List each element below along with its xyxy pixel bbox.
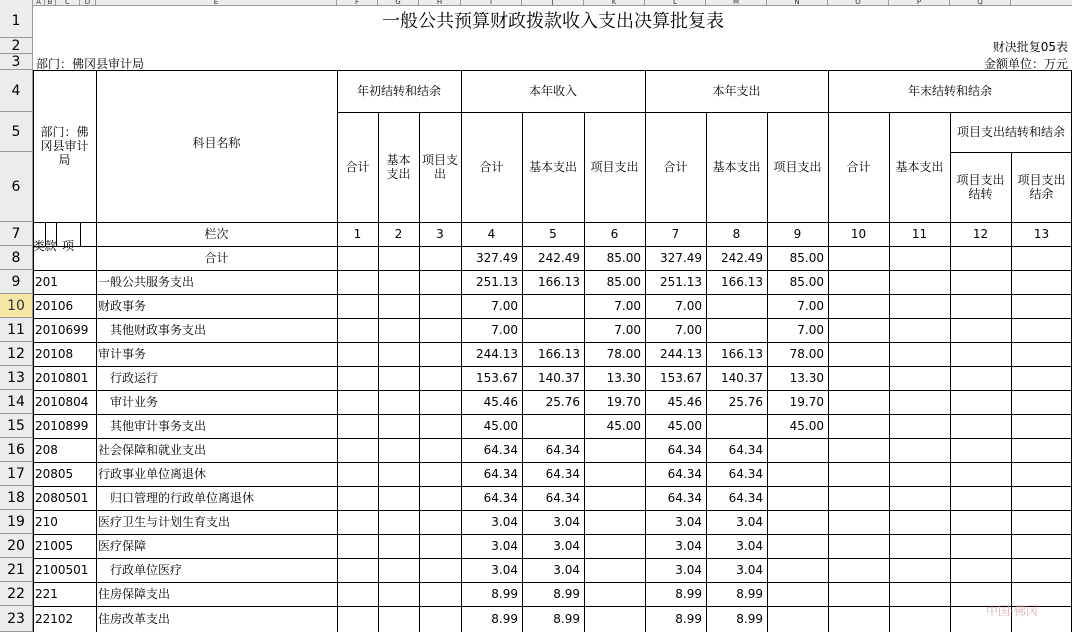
column-letter-7[interactable]: H <box>419 0 461 5</box>
row-name: 行政单位医疗 <box>110 563 183 577</box>
cell-value: 78.00 <box>789 347 824 361</box>
cell-value: 7.00 <box>797 323 824 337</box>
subject-name-header: 科目名称 <box>192 136 241 150</box>
row-code: 2100501 <box>35 563 89 577</box>
cell-value: 3.04 <box>491 539 518 553</box>
column-number-4: 4 <box>487 227 496 241</box>
cell-value: 13.30 <box>789 371 824 385</box>
row-name: 行政事业单位离退休 <box>98 467 207 481</box>
department-label: 部门：佛冈县审计局 <box>36 57 145 71</box>
row-number-2[interactable]: 2 <box>0 38 33 54</box>
cell-value: 244.13 <box>476 347 518 361</box>
cell-value: 64.34 <box>667 491 702 505</box>
cell-value: 7.00 <box>614 299 641 313</box>
column-number-13: 13 <box>1033 227 1050 241</box>
row-number-5[interactable]: 5 <box>0 112 33 152</box>
row-code: 2080501 <box>35 491 89 505</box>
cell-value: 166.13 <box>721 275 763 289</box>
row-number-21[interactable]: 21 <box>0 558 33 582</box>
row-code: 201 <box>35 275 58 289</box>
subheader-9: 项目支出 <box>773 160 822 174</box>
column-letter-14[interactable]: O <box>828 0 889 5</box>
row-code: 2010899 <box>35 419 89 433</box>
row-name: 审计事务 <box>98 347 147 361</box>
row-name: 财政事务 <box>98 299 147 313</box>
unit-label: 金额单位：万元 <box>983 57 1068 71</box>
cell-value: 64.34 <box>545 467 580 481</box>
xiang-header: 项 <box>61 239 74 253</box>
column-number-3: 3 <box>436 227 444 241</box>
row-number-4[interactable]: 4 <box>0 70 33 112</box>
row-name: 合计 <box>204 251 229 265</box>
column-letter-12[interactable]: M <box>706 0 767 5</box>
row-code: 210 <box>35 515 58 529</box>
subheader-5: 基本支出 <box>528 160 577 174</box>
row-code: 2010699 <box>35 323 89 337</box>
row-code: 208 <box>35 443 58 457</box>
row-code: 20106 <box>35 299 74 313</box>
cell-value: 8.99 <box>675 587 702 601</box>
cell-value: 140.37 <box>538 371 580 385</box>
cell-value: 3.04 <box>736 563 763 577</box>
row-name: 审计业务 <box>110 395 159 409</box>
row-name: 住房保障支出 <box>98 587 171 601</box>
group-opening-header: 年初结转和结余 <box>356 84 441 98</box>
row-number-16[interactable]: 16 <box>0 438 33 462</box>
cell-value: 3.04 <box>675 515 702 529</box>
cell-value: 166.13 <box>721 347 763 361</box>
row-name: 社会保障和就业支出 <box>98 443 207 457</box>
row-code: 2010801 <box>35 371 89 385</box>
column-number-11: 11 <box>911 227 928 241</box>
row-number-8[interactable]: 8 <box>0 246 33 270</box>
group-closing-header: 年末结转和结余 <box>907 84 992 98</box>
cell-value: 7.00 <box>491 323 518 337</box>
column-number-10: 10 <box>850 227 867 241</box>
column-letter-8[interactable]: I <box>461 0 522 5</box>
row-number-12[interactable]: 12 <box>0 342 33 366</box>
row-code: 2010804 <box>35 395 89 409</box>
row-number-22[interactable]: 22 <box>0 582 33 606</box>
cell-value: 64.34 <box>483 443 518 457</box>
cell-value: 8.99 <box>553 587 580 601</box>
column-letter-5[interactable]: F <box>337 0 378 5</box>
group-income-header: 本年收入 <box>528 84 577 98</box>
row-name: 医疗保障 <box>98 539 147 553</box>
cell-value: 3.04 <box>736 539 763 553</box>
row-name: 医疗卫生与计划生育支出 <box>98 515 231 529</box>
cell-value: 64.34 <box>728 467 763 481</box>
table-title: 一般公共预算财政拨款收入支出决算批复表 <box>382 11 724 32</box>
column-letter-4[interactable]: E <box>96 0 337 5</box>
row-number-10[interactable]: 10 <box>0 294 33 318</box>
cell-value: 64.34 <box>483 467 518 481</box>
department-header: 部门：佛冈县审计局 <box>40 125 89 167</box>
cell-value: 85.00 <box>789 275 824 289</box>
row-number-14[interactable]: 14 <box>0 390 33 414</box>
column-number-6: 6 <box>610 227 619 241</box>
row-number-7[interactable]: 7 <box>0 222 33 246</box>
row-name: 其他财政事务支出 <box>110 323 207 337</box>
column-number-1: 1 <box>353 227 362 241</box>
column-letter-2[interactable]: C <box>56 0 80 5</box>
row-code: 20805 <box>35 467 74 481</box>
row-name: 一般公共服务支出 <box>98 275 195 289</box>
cell-value: 64.34 <box>545 491 580 505</box>
subheader-2: 基本支出 <box>386 153 411 181</box>
cell-value: 19.70 <box>606 395 641 409</box>
row-code: 22102 <box>35 612 74 626</box>
column-letter-15[interactable]: P <box>889 0 950 5</box>
cell-value: 166.13 <box>538 275 580 289</box>
row-number-1[interactable]: 1 <box>0 5 33 38</box>
row-number-20[interactable]: 20 <box>0 534 33 558</box>
project-subgroup-header: 项目支出结转和结余 <box>956 125 1065 139</box>
cell-value: 45.00 <box>606 419 641 433</box>
cell-value: 153.67 <box>660 371 702 385</box>
subheader-1: 合计 <box>345 160 370 174</box>
cell-value: 45.00 <box>789 419 824 433</box>
cell-value: 64.34 <box>667 467 702 481</box>
cell-value: 3.04 <box>675 539 702 553</box>
cell-value: 8.99 <box>736 612 763 626</box>
cell-value: 3.04 <box>491 563 518 577</box>
kuan-header: 款 <box>44 239 57 253</box>
cell-value: 85.00 <box>606 275 641 289</box>
cell-value: 64.34 <box>728 443 763 457</box>
cell-value: 85.00 <box>606 251 641 265</box>
row-number-3[interactable]: 3 <box>0 54 33 70</box>
cell-value: 7.00 <box>797 299 824 313</box>
cell-value: 8.99 <box>491 612 518 626</box>
row-name: 行政运行 <box>110 371 159 385</box>
subheader-8: 基本支出 <box>712 160 761 174</box>
column-number-12: 12 <box>972 227 989 241</box>
column-number-7: 7 <box>671 227 680 241</box>
row-code: 20108 <box>35 347 74 361</box>
column-number-5: 5 <box>549 227 557 241</box>
column-number-2: 2 <box>394 227 403 241</box>
cell-value: 19.70 <box>789 395 824 409</box>
column-letter-3[interactable]: D <box>80 0 96 5</box>
subheader-10: 合计 <box>846 160 871 174</box>
cell-value: 251.13 <box>476 275 518 289</box>
cell-value: 64.34 <box>667 443 702 457</box>
row-number-23[interactable]: 23 <box>0 606 33 632</box>
cell-value: 8.99 <box>491 587 518 601</box>
cell-value: 64.34 <box>545 443 580 457</box>
column-letter-9[interactable]: J <box>522 0 584 5</box>
row-name: 归口管理的行政单位离退休 <box>110 491 255 505</box>
subheader-3: 项目支出 <box>422 153 459 181</box>
cell-value: 45.00 <box>483 419 518 433</box>
cell-value: 244.13 <box>660 347 702 361</box>
cell-value: 153.67 <box>476 371 518 385</box>
subheader-11: 基本支出 <box>895 160 944 174</box>
row-number-18[interactable]: 18 <box>0 486 33 510</box>
cell-value: 3.04 <box>553 563 580 577</box>
form-code: 财决批复05表 <box>992 40 1068 54</box>
cell-value: 327.49 <box>660 251 702 265</box>
cell-value: 7.00 <box>614 323 641 337</box>
subheader-12: 项目支出结转 <box>956 173 1005 201</box>
column-letter-0[interactable]: A <box>33 0 45 5</box>
cell-value: 166.13 <box>538 347 580 361</box>
cell-value: 8.99 <box>553 612 580 626</box>
column-number-8: 8 <box>732 227 741 241</box>
cell-value: 8.99 <box>736 587 763 601</box>
subheader-13: 项目支出结余 <box>1017 173 1066 201</box>
cell-value: 45.00 <box>667 419 702 433</box>
column-letter-6[interactable]: G <box>378 0 419 5</box>
row-number-13[interactable]: 13 <box>0 366 33 390</box>
group-expense-header: 本年支出 <box>712 84 761 98</box>
cell-value: 64.34 <box>728 491 763 505</box>
cell-value: 45.46 <box>483 395 518 409</box>
row-number-17[interactable]: 17 <box>0 462 33 486</box>
column-letter-11[interactable]: L <box>645 0 706 5</box>
row-code: 21005 <box>35 539 74 553</box>
cell-value: 7.00 <box>675 299 702 313</box>
subheader-6: 项目支出 <box>590 160 639 174</box>
subheader-4: 合计 <box>479 160 504 174</box>
cell-value: 78.00 <box>606 347 641 361</box>
column-letter-10[interactable]: K <box>584 0 645 5</box>
cell-value: 8.99 <box>675 612 702 626</box>
lei-header: 类 <box>33 239 46 253</box>
cell-value: 3.04 <box>553 515 580 529</box>
cell-value: 242.49 <box>721 251 763 265</box>
cell-value: 25.76 <box>545 395 580 409</box>
cell-value: 3.04 <box>736 515 763 529</box>
subheader-7: 合计 <box>663 160 688 174</box>
cell-value: 242.49 <box>538 251 580 265</box>
lanci-header: 栏次 <box>204 227 229 241</box>
cell-value: 7.00 <box>491 299 518 313</box>
cell-value: 7.00 <box>675 323 702 337</box>
cell-value: 140.37 <box>721 371 763 385</box>
cell-value: 85.00 <box>789 251 824 265</box>
cell-value: 64.34 <box>483 491 518 505</box>
cell-value: 25.76 <box>728 395 763 409</box>
row-name: 住房改革支出 <box>98 612 171 626</box>
column-number-9: 9 <box>793 227 802 241</box>
cell-value: 3.04 <box>675 563 702 577</box>
column-letter-13[interactable]: N <box>767 0 828 5</box>
row-code: 221 <box>35 587 58 601</box>
row-number-15[interactable]: 15 <box>0 414 33 438</box>
watermark-logo: 中国·佛冈 <box>986 604 1038 618</box>
row-number-9[interactable]: 9 <box>0 270 33 294</box>
row-number-19[interactable]: 19 <box>0 510 33 534</box>
cell-value: 45.46 <box>667 395 702 409</box>
cell-value: 3.04 <box>553 539 580 553</box>
cell-value: 251.13 <box>660 275 702 289</box>
cell-value: 3.04 <box>491 515 518 529</box>
row-number-6[interactable]: 6 <box>0 152 33 222</box>
column-letter-1[interactable]: B <box>45 0 56 5</box>
cell-value: 327.49 <box>476 251 518 265</box>
column-letter-16[interactable]: Q <box>950 0 1011 5</box>
row-name: 其他审计事务支出 <box>110 419 207 433</box>
cell-value: 13.30 <box>606 371 641 385</box>
row-number-11[interactable]: 11 <box>0 318 33 342</box>
